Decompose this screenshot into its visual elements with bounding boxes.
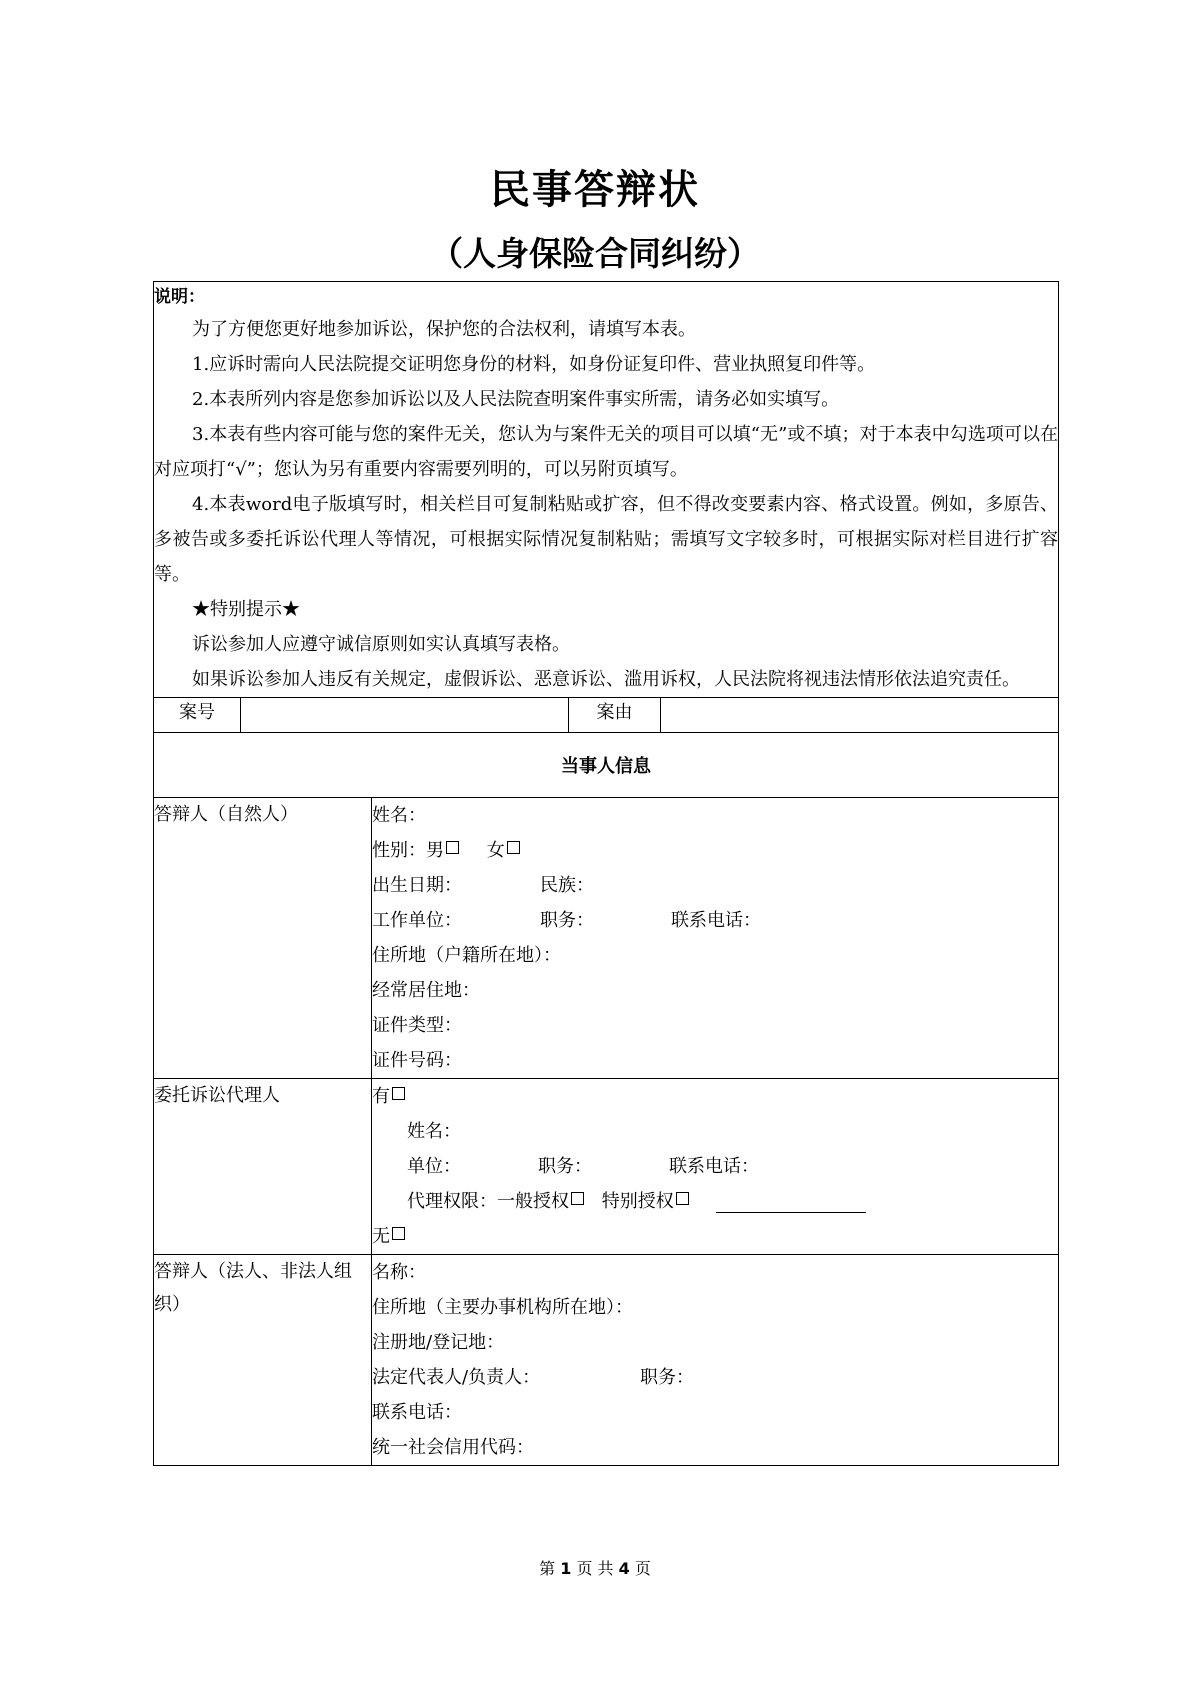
- natural-person-fields[interactable]: [372, 798, 1059, 1079]
- gender-female-checkbox[interactable]: [507, 841, 520, 854]
- org-phone-field[interactable]: 联系电话：: [372, 1402, 462, 1423]
- general-authority-label: 一般授权: [497, 1191, 569, 1212]
- footer-middle: 页 共: [576, 1559, 614, 1578]
- natural-person-label: 答辩人（自然人）: [154, 798, 372, 1079]
- case-number-label: 案号: [154, 698, 241, 733]
- document-subtitle: （人身保险合同纠纷）: [430, 234, 760, 273]
- ethnicity-field[interactable]: 民族：: [540, 875, 594, 896]
- footer-suffix: 页: [634, 1559, 651, 1578]
- notes-paragraph: 如果诉讼参加人违反有关规定，虚假诉讼、恶意诉讼、滥用诉权，人民法院将视违法情形依法追究责任。: [192, 669, 1020, 690]
- residence-field[interactable]: 经常居住地：: [372, 980, 480, 1001]
- case-info-row: [154, 698, 1059, 733]
- org-name-field[interactable]: 名称：: [372, 1262, 426, 1283]
- agent-unit-field[interactable]: 单位：: [407, 1156, 461, 1177]
- page-footer: [0, 1556, 1190, 1579]
- notes-paragraph: 2.本表所列内容是您参加诉讼以及人民法院查明案件事实所需，请务必如实填写。: [192, 389, 840, 410]
- total-pages-number: 4: [618, 1559, 630, 1578]
- birth-date-field[interactable]: 出生日期：: [372, 875, 462, 896]
- agent-has-checkbox[interactable]: [392, 1087, 405, 1100]
- name-field[interactable]: 姓名：: [372, 805, 426, 826]
- current-page-number: 1: [560, 1559, 572, 1578]
- legal-person-fields[interactable]: [372, 1255, 1059, 1466]
- gender-female-label: 女: [486, 840, 505, 861]
- notes-cell: [154, 282, 1059, 698]
- gender-label: 性别：: [372, 840, 426, 861]
- special-authority-label: 特别授权: [601, 1191, 674, 1212]
- credit-code-field[interactable]: 统一社会信用代码：: [372, 1437, 534, 1458]
- case-number-field[interactable]: [241, 698, 569, 733]
- authority-label: 代理权限：: [407, 1191, 497, 1212]
- notes-paragraph: 3.本表有些内容可能与您的案件无关，您认为与案件无关的项目可以填“无”或不填；对于本表中勾选项可以在对应项打“√”；您认为另有重要内容需要列明的，可以另附页填写。: [154, 424, 1059, 480]
- id-type-field[interactable]: 证件类型：: [372, 1015, 462, 1036]
- document-title: 民事答辩状: [490, 167, 700, 213]
- agent-phone-field[interactable]: 联系电话：: [669, 1156, 759, 1177]
- special-authority-checkbox[interactable]: [676, 1192, 689, 1205]
- general-authority-checkbox[interactable]: [571, 1192, 584, 1205]
- agent-name-field[interactable]: 姓名：: [407, 1121, 461, 1142]
- notes-paragraph: 为了方便您更好地参加诉讼，保护您的合法权利，请填写本表。: [192, 319, 696, 340]
- agent-none-label: 无: [372, 1226, 390, 1247]
- authority-blank-line[interactable]: [716, 1190, 866, 1213]
- org-domicile-field[interactable]: 住所地（主要办事机构所在地）：: [372, 1297, 633, 1318]
- notes-paragraph: 4.本表word电子版填写时，相关栏目可复制粘贴或扩容，但不得改变要素内容、格式设置。例如，多原告、多被告或多委托诉讼代理人等情况，可根据实际情况复制粘贴；需填写文字较多时，可根据实际对栏目进行扩容等。: [154, 494, 1059, 585]
- section-title-row: [154, 733, 1059, 798]
- agent-none-checkbox[interactable]: [392, 1227, 405, 1240]
- answer-form-table: [153, 281, 1059, 1466]
- position-field[interactable]: 职务：: [540, 910, 594, 931]
- natural-person-row: [154, 798, 1059, 1079]
- notes-paragraph: 诉讼参加人应遵守诚信原则如实认真填写表格。: [192, 634, 570, 655]
- gender-male-label: 男: [426, 840, 444, 861]
- agent-has-label: 有: [372, 1086, 390, 1107]
- section-title: 当事人信息: [154, 733, 1059, 798]
- agent-position-field[interactable]: 职务：: [538, 1156, 592, 1177]
- agent-row: [154, 1079, 1059, 1255]
- notes-row: [154, 282, 1059, 698]
- representative-position-field[interactable]: 职务：: [640, 1367, 694, 1388]
- id-number-field[interactable]: 证件号码：: [372, 1050, 462, 1071]
- domicile-field[interactable]: 住所地（户籍所在地）：: [372, 945, 561, 966]
- employer-field[interactable]: 工作单位：: [372, 910, 462, 931]
- case-cause-field[interactable]: [661, 698, 1059, 733]
- agent-label: 委托诉讼代理人: [154, 1079, 372, 1255]
- registered-place-field[interactable]: 注册地/登记地：: [372, 1332, 505, 1353]
- footer-prefix: 第: [539, 1559, 556, 1578]
- notes-heading: 说明：: [154, 287, 205, 307]
- phone-field[interactable]: 联系电话：: [671, 910, 761, 931]
- agent-fields[interactable]: [372, 1079, 1059, 1255]
- legal-person-label: 答辩人（法人、非法人组织）: [154, 1255, 372, 1466]
- legal-person-row: [154, 1255, 1059, 1466]
- special-notice-heading: ★特别提示★: [192, 599, 300, 620]
- notes-paragraph: 1.应诉时需向人民法院提交证明您身份的材料，如身份证复印件、营业执照复印件等。: [192, 354, 876, 375]
- representative-field[interactable]: 法定代表人/负责人：: [372, 1367, 541, 1388]
- case-cause-label: 案由: [569, 698, 661, 733]
- gender-male-checkbox[interactable]: [446, 841, 459, 854]
